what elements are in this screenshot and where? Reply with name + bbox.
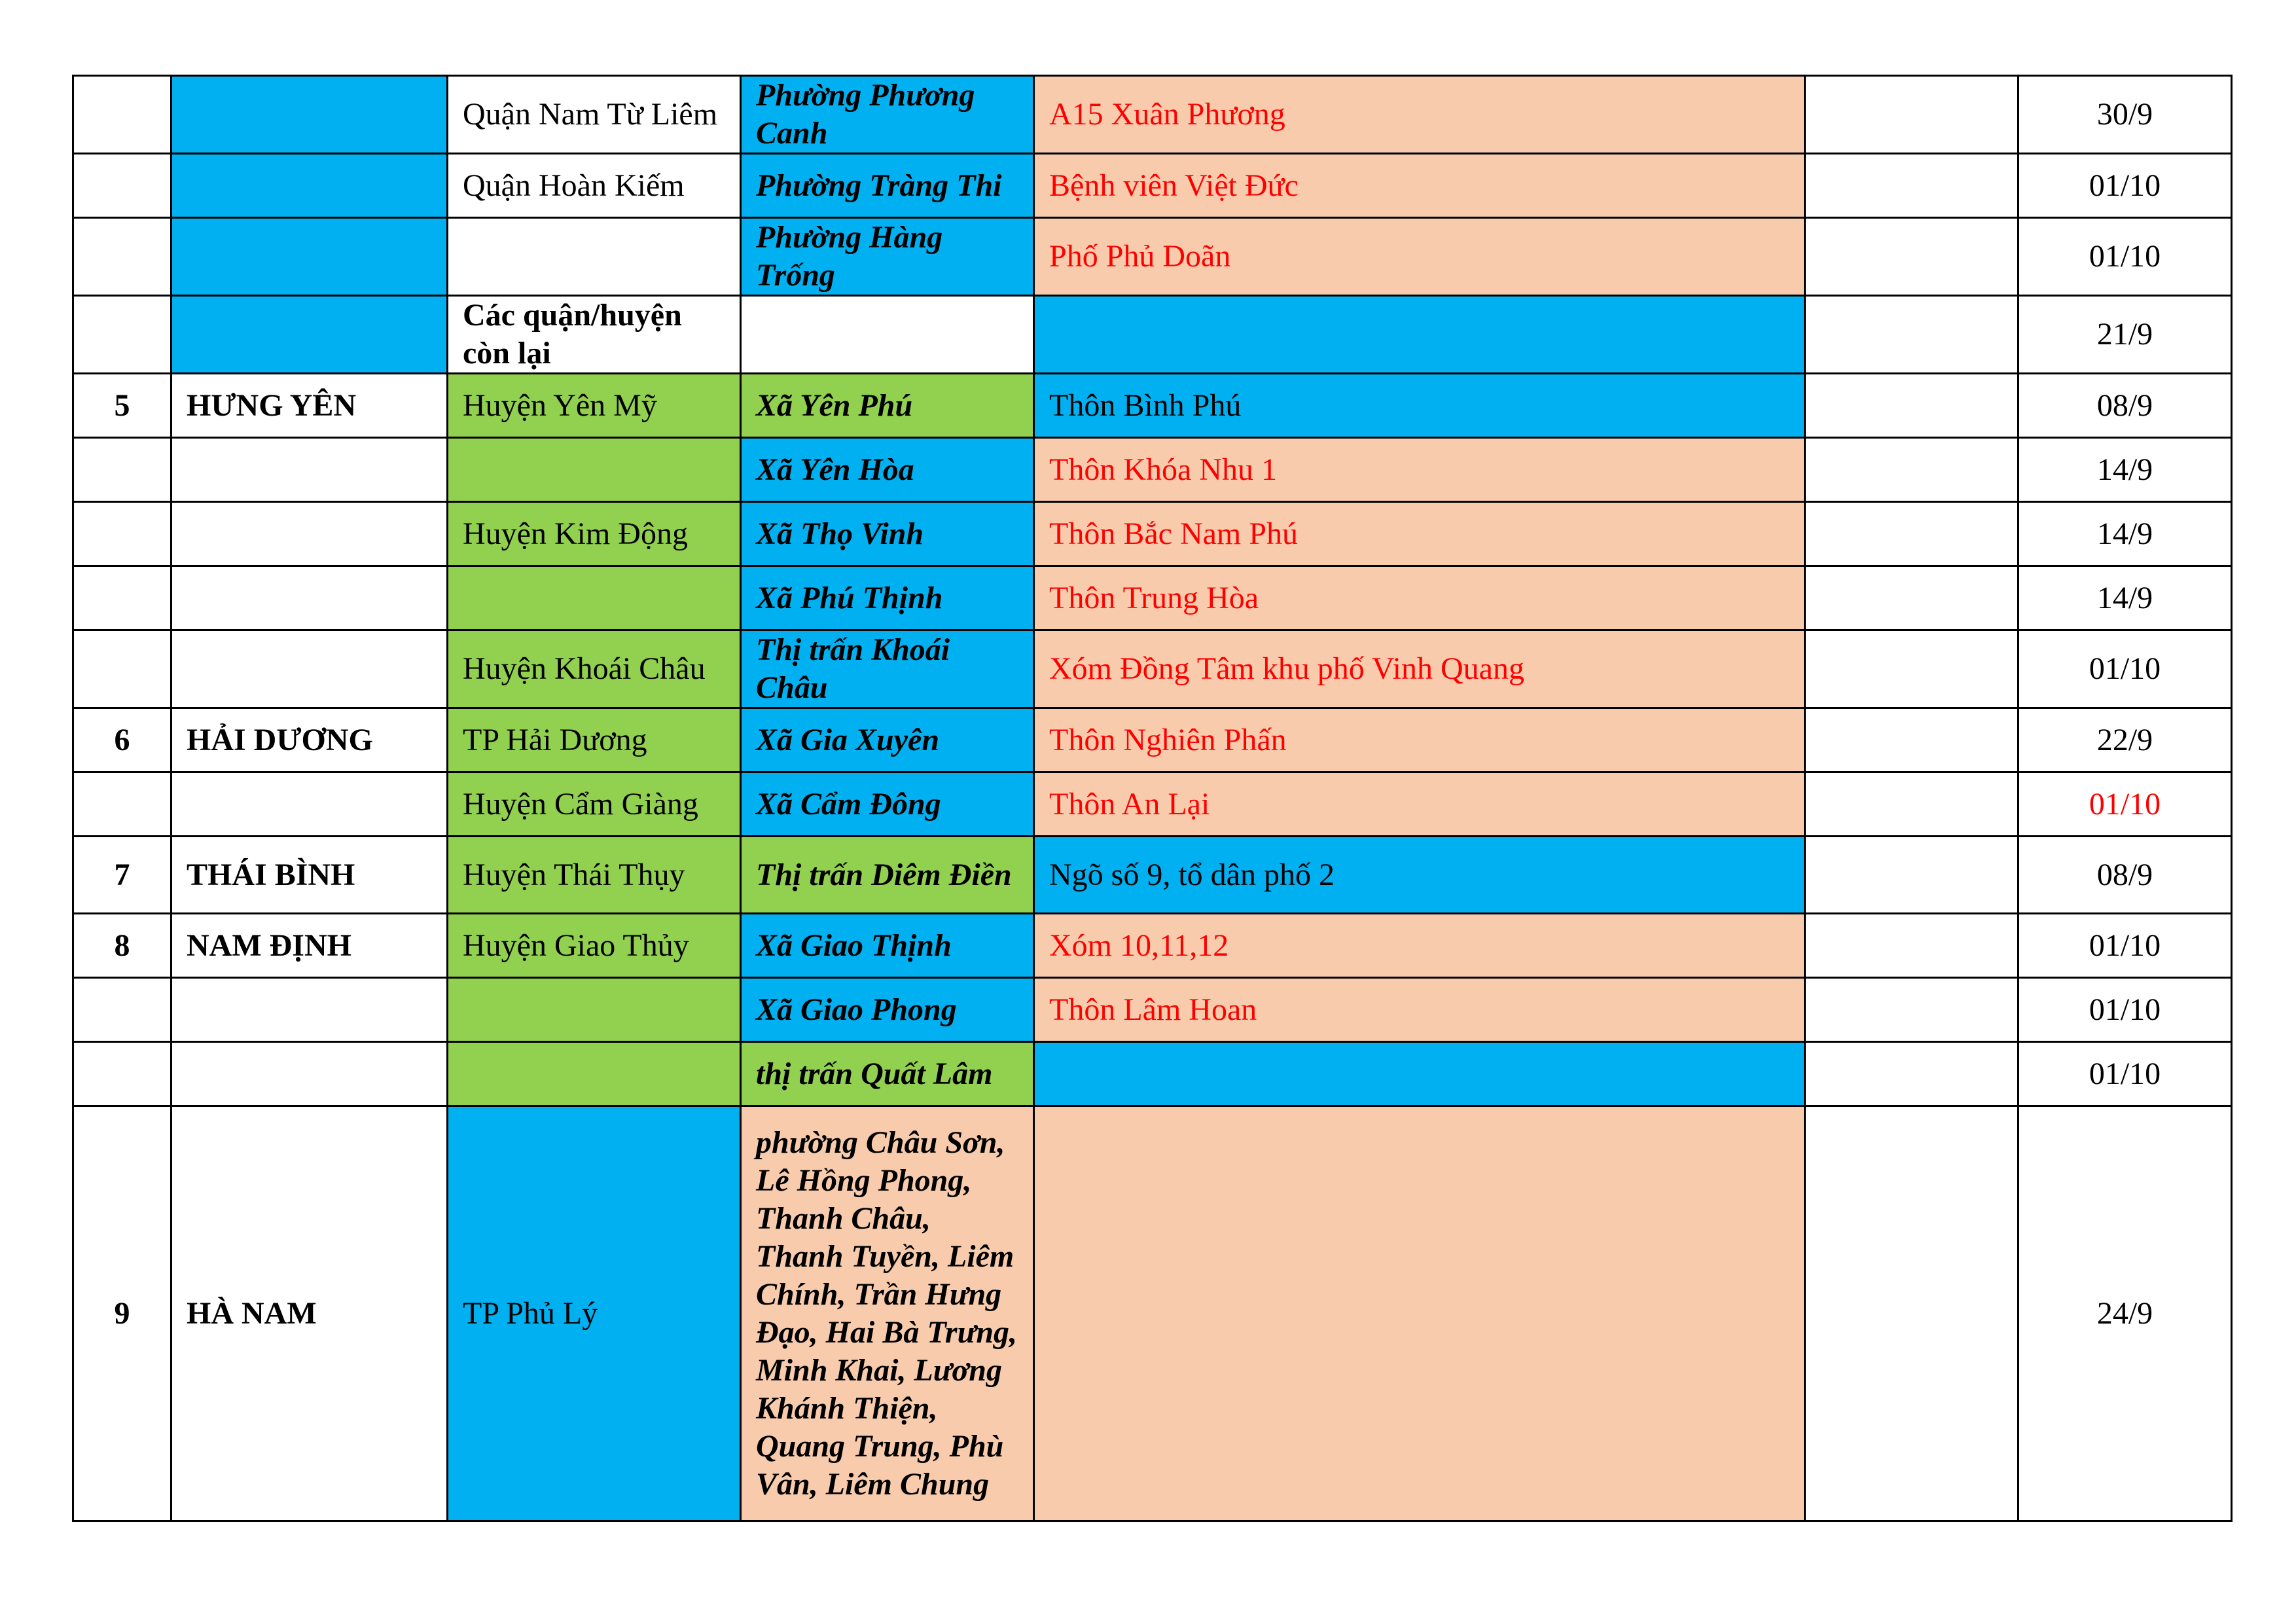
place-cell: Thôn Khóa Nhu 1 [1034,438,1805,502]
stt-cell: 6 [73,708,171,772]
extra-cell [1805,502,2018,566]
stt-cell [73,772,171,837]
province-cell: HƯNG YÊN [171,374,448,438]
stt-cell [73,630,171,708]
date-cell: 01/10 [2018,154,2232,218]
district-cell: Huyện Kim Động [448,502,741,566]
place-cell: Thôn Bắc Nam Phú [1034,502,1805,566]
place-cell: Thôn An Lại [1034,772,1805,837]
stt-cell [73,76,171,154]
ward-cell: Xã Giao Phong [741,978,1034,1042]
place-cell: Xóm 10,11,12 [1034,914,1805,978]
place-cell: Phố Phủ Doãn [1034,218,1805,296]
province-cell [171,218,448,296]
ward-cell: Xã Phú Thịnh [741,566,1034,630]
table-row [73,1042,2232,1106]
date-cell: 08/9 [2018,374,2232,438]
ward-cell: Thị trấn Khoái Châu [741,630,1034,708]
stt-cell [73,296,171,374]
stt-cell: 5 [73,374,171,438]
ward-cell: Xã Yên Hòa [741,438,1034,502]
table-row [73,566,2232,630]
province-cell [171,1042,448,1106]
place-cell: Thôn Trung Hòa [1034,566,1805,630]
district-cell: TP Hải Dương [448,708,741,772]
ward-cell: Phường Hàng Trống [741,218,1034,296]
ward-cell: phường Châu Sơn, Lê Hồng Phong, Thanh Châu, Thanh Tuyền, Liêm Chính, Trần Hưng Đạo, Hai Bà Trưng, Minh Khai, Lương Khánh Thiện, Quang Trung, Phù Vân, Liêm Chung [741,1106,1034,1521]
ward-cell: Phường Tràng Thi [741,154,1034,218]
date-cell: 01/10 [2018,630,2232,708]
date-cell: 14/9 [2018,438,2232,502]
ward-cell: Phường Phương Canh [741,76,1034,154]
date-cell: 14/9 [2018,502,2232,566]
district-cell: Quận Hoàn Kiếm [448,154,741,218]
stt-cell [73,438,171,502]
place-cell: Thôn Lâm Hoan [1034,978,1805,1042]
table-row [73,914,2232,978]
place-cell: A15 Xuân Phương [1034,76,1805,154]
date-cell: 24/9 [2018,1106,2232,1521]
district-cell [448,438,741,502]
place-cell: Thôn Nghiên Phấn [1034,708,1805,772]
extra-cell [1805,772,2018,837]
date-cell: 08/9 [2018,837,2232,914]
province-cell: HẢI DƯƠNG [171,708,448,772]
province-cell: NAM ĐỊNH [171,914,448,978]
stt-cell: 8 [73,914,171,978]
table-row [73,772,2232,837]
extra-cell [1805,837,2018,914]
district-cell: Huyện Giao Thủy [448,914,741,978]
table-row [73,1106,2232,1521]
province-cell: THÁI BÌNH [171,837,448,914]
ward-cell [741,296,1034,374]
table-row [73,154,2232,218]
province-cell [171,978,448,1042]
table-row [73,978,2232,1042]
extra-cell [1805,154,2018,218]
date-cell: 01/10 [2018,772,2232,837]
table-row [73,630,2232,708]
extra-cell [1805,1042,2018,1106]
date-cell: 30/9 [2018,76,2232,154]
table-row [73,218,2232,296]
stt-cell: 7 [73,837,171,914]
district-cell [448,1042,741,1106]
outbreak-locations-table [72,75,2233,1522]
ward-cell: Xã Thọ Vinh [741,502,1034,566]
ward-cell: Xã Cẩm Đông [741,772,1034,837]
province-cell [171,296,448,374]
stt-cell [73,502,171,566]
extra-cell [1805,1106,2018,1521]
district-cell: Huyện Yên Mỹ [448,374,741,438]
ward-cell: Xã Giao Thịnh [741,914,1034,978]
district-cell [448,218,741,296]
district-cell: Các quận/huyện còn lại [448,296,741,374]
district-cell: Huyện Thái Thụy [448,837,741,914]
date-cell: 21/9 [2018,296,2232,374]
table-row [73,708,2232,772]
date-cell: 01/10 [2018,978,2232,1042]
table-row [73,76,2232,154]
stt-cell: 9 [73,1106,171,1521]
province-cell [171,154,448,218]
extra-cell [1805,218,2018,296]
ward-cell: thị trấn Quất Lâm [741,1042,1034,1106]
stt-cell [73,1042,171,1106]
table-row [73,502,2232,566]
ward-cell: Xã Yên Phú [741,374,1034,438]
extra-cell [1805,296,2018,374]
district-cell [448,566,741,630]
stt-cell [73,154,171,218]
district-cell: Quận Nam Từ Liêm [448,76,741,154]
province-cell: HÀ NAM [171,1106,448,1521]
date-cell: 01/10 [2018,1042,2232,1106]
district-cell [448,978,741,1042]
extra-cell [1805,76,2018,154]
place-cell: Xóm Đồng Tâm khu phố Vinh Quang [1034,630,1805,708]
extra-cell [1805,438,2018,502]
table-row [73,438,2232,502]
table-row [73,296,2232,374]
place-cell: Ngõ số 9, tổ dân phố 2 [1034,837,1805,914]
district-cell: Huyện Khoái Châu [448,630,741,708]
place-cell [1034,1042,1805,1106]
district-cell: Huyện Cẩm Giàng [448,772,741,837]
place-cell [1034,1106,1805,1521]
stt-cell [73,978,171,1042]
extra-cell [1805,978,2018,1042]
province-cell [171,438,448,502]
province-cell [171,502,448,566]
province-cell [171,772,448,837]
province-cell [171,76,448,154]
province-cell [171,566,448,630]
extra-cell [1805,374,2018,438]
table-row [73,837,2232,914]
district-cell: TP Phủ Lý [448,1106,741,1521]
date-cell: 01/10 [2018,218,2232,296]
date-cell: 22/9 [2018,708,2232,772]
extra-cell [1805,914,2018,978]
date-cell: 01/10 [2018,914,2232,978]
extra-cell [1805,566,2018,630]
place-cell [1034,296,1805,374]
ward-cell: Thị trấn Diêm Điền [741,837,1034,914]
extra-cell [1805,630,2018,708]
date-cell: 14/9 [2018,566,2232,630]
table-row [73,374,2232,438]
province-cell [171,630,448,708]
place-cell: Thôn Bình Phú [1034,374,1805,438]
place-cell: Bệnh viên Việt Đức [1034,154,1805,218]
stt-cell [73,218,171,296]
ward-cell: Xã Gia Xuyên [741,708,1034,772]
extra-cell [1805,708,2018,772]
stt-cell [73,566,171,630]
